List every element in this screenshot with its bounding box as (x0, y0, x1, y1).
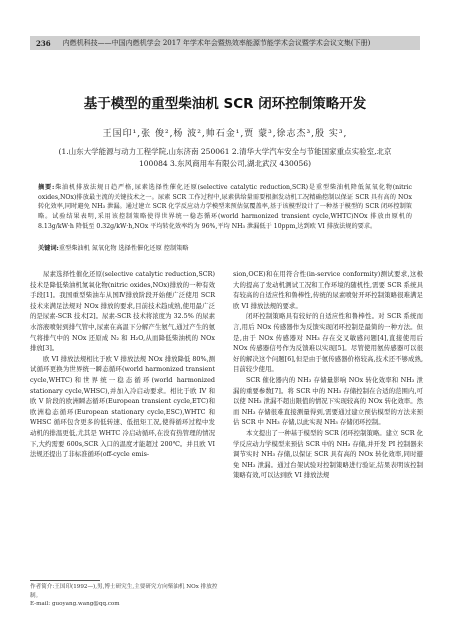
footnote (30, 583, 220, 609)
page-number: 236 (36, 38, 51, 48)
abstract-text: 柴油机排放法规日趋严格,尿素选择性催化还原(selective catalytic reduction,SCR)是重型柴油机降低氮氧化物(nitric oxides,NOx)排放最主流的关键技术之一。尿素 SCR 工作过程中,尿素供给量需要根据发动机工况精确控制以保证 SCR 具有高的 NOx 转化效率,同时避免 NH₃ 泄漏。通过建立 SCR 化学反应动力学模型来预估氨覆盖率,基于该模型设计了一种基于模型的 SCR 闭环控制策略。试验结果表明,采用该控制策略使得世界统一稳态循环(world harmonized transient cycle,WHTC)NOx 排放由原机的 8.13g/kW·h 降低至 0.32g/kW·h,NOx 平均转化效率约为 96%,平均 NH₃ 泄漏低于 10ppm,达到欧 VI 排放法规的要求。 (38, 184, 412, 230)
affiliation-line-1: (1.山东大学能源与动力工程学院,山东济南 250061 2.清华大学汽车安全与节能国家重点实验室,北京 (58, 147, 392, 156)
keywords-label: 关键词: (38, 245, 59, 252)
body-paragraph: sion,OCE)和在用符合性(in-service conformity)测试要求,这极大的提高了发动机测试工况和工作环境的随机性,需要 SCR 系统具有较高的自适应性和鲁棒性,传统的尿素喷射开环控制策略很难满足欧 VI 排放法规的要求。 (233, 270, 423, 310)
running-title: 内燃机科技——中国内燃机学会 2017 年学术年会暨热效率能源节能学术会议暨学术会议文集(下册) (62, 39, 371, 47)
body-paragraph: 欧 VI 排放法规相比于欧 V 排放法规 NOx 排放降低 80%,测试循环更换为世界统一瞬态循环(world harmonized transient cycle,WHTC)和世界统一稳态循环(world harmonized stationary cycle,WHSC),并加入冷启动要求。相比于欧 IV 和欧 V 阶段的欧洲瞬态循环(European transient cycle,ETC)和欧洲稳态循环(European stationary cycle,ESC),WHTC 和 WHSC 循环包含更多的低转速、低扭矩工况,使得循环过程中发动机的排温更低,尤其是 WHTC 冷启动循环,在没有热管理的情况下,大约需要 600s,SCR 入口的温度才能超过 200℃。并且欧 VI 法规还提出了非标准循环(off-cycle emis- (30, 354, 215, 459)
affiliation-line-2: 100084 3.东风商用车有限公司,湖北武汉 430056) (139, 159, 311, 168)
body-paragraph: 本文提出了一种基于模型的 SCR 闭环控制策略。建立 SCR 化学反应动力学模型来预估 SCR 中的 NH₃ 存储,并开发 PI 控制器来调节实时 NH₃ 存储,以保证 SCR 具有高的 NOx 转化效率,同时避免 NH₃ 泄漏。通过台架试验对控制策略进行验证,结果表明该控制策略有效,可以达到欧 VI 排放法规 (233, 428, 423, 480)
keywords (38, 243, 412, 252)
left-column (30, 269, 215, 460)
body-paragraph: 尿素选择性催化还原(selective catalytic reduction,SCR)技术是降低柴油机氮氧化物(nitric oxides,NOx)排放的一种有效手段[1]。我国重型柴油车从国Ⅳ排放阶段开始便广泛使用 SCR 技术来满足法规对 NOx 排放的要求,目前技术趋成熟,使用最广泛的是尿素-SCR 技术[2]。尿素-SCR 技术将浓度为 32.5% 的尿素水溶液喷射到排气管中,尿素在高温下分解产生氨气,通过产生的氨气将排气中的 NOx 还原成 N₂ 和 H₂O,从而降低柴油机的 NOx 排放[3]。 (30, 270, 215, 353)
body-paragraph: 闭环控制策略具有较好的自适应性和鲁棒性。对 SCR 系统而言,用后 NOx 传感器作为反馈实现闭环控制是最简的一种方法。但是,由于 NOx 传感器对 NH₃ 存在交叉敏感问题[4],直接使用后 NOx 传感器信号作为反馈难以实现[5]。尽管使用氨传感器可以很好的解决这个问题[6],但是由于氨传感器价格较高,技术还不够成熟,目前较少使用。 (233, 312, 423, 374)
body-paragraph: SCR 催化器内的 NH₃ 存储量影响 NOx 转化效率和 NH₃ 泄漏的重要参数[7]。将 SCR 中的 NH₃ 存储控制在合适的范围内,可以使 NH₃ 泄漏不超出限值的情况下实现较高的 NOx 转化效率。然而 NH₃ 存储很难直接测量得到,需要通过建立预估模型的方法来预估 SCR 中 NH₃ 存储,以此实现 NH₃ 存储闭环控制。 (233, 375, 423, 427)
footnote-rule (30, 580, 100, 581)
affiliation (40, 146, 410, 170)
right-column (233, 269, 423, 481)
keywords-text: 重型柴油机 氮氧化物 选择性催化还原 控制策略 (58, 245, 189, 252)
running-header (30, 36, 420, 50)
abstract-label: 摘要: (38, 184, 55, 191)
author-email: E-mail: guoyang.wang@qq.com (30, 601, 120, 607)
paper-title: 基于模型的重型柴油机 SCR 闭环控制策略开发 (83, 96, 367, 112)
author-list: 王国印¹,张 俊²,杨 波²,帅石金¹,贾 蒙³,徐志杰³,殷 实³, (102, 129, 348, 139)
author-bio: 作者简介:王国印(1992—),男,博士研究生,主要研究方向柴油机 NOx 排放控制。 (30, 584, 218, 599)
abstract (38, 183, 412, 232)
